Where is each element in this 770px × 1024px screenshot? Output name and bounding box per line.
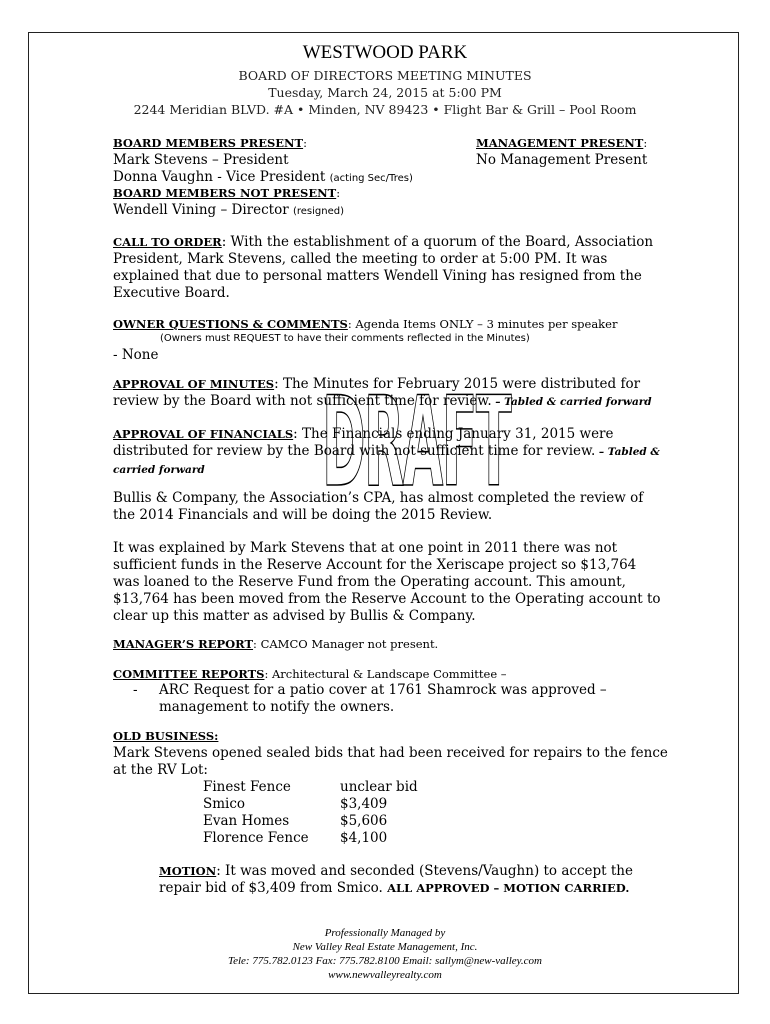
bid-amount: unclear bid — [340, 779, 418, 795]
bid-vendor: Florence Fence — [203, 830, 309, 846]
committee-reports: COMMITTEE REPORTS: Architectural & Landscape Committee – — [113, 667, 507, 681]
cpa-paragraph: Bullis & Company, the Association’s CPA, has almost completed the review of the 2014 Financials and will be doing the 2015 Review. — [113, 490, 644, 523]
bid-amount: $5,606 — [340, 813, 388, 829]
approval-of-minutes: APPROVAL OF MINUTES: The Minutes for February 2015 were distributed for review by the Board with not sufficient time for review. – Tabled & carried forward — [113, 376, 652, 409]
document-subtitle: BOARD OF DIRECTORS MEETING MINUTES — [238, 68, 532, 83]
board-member-president: Mark Stevens – President — [113, 152, 289, 168]
bid-vendor: Smico — [203, 796, 246, 812]
bid-amount: $4,100 — [340, 830, 388, 846]
owner-questions: OWNER QUESTIONS & COMMENTS: Agenda Items ONLY – 3 minutes per speaker — [113, 317, 618, 331]
board-member-vice-president: Donna Vaughn - Vice President (acting Sec/Tres) — [113, 169, 413, 185]
reserve-paragraph: It was explained by Mark Stevens that at one point in 2011 there was not sufficient funds in the Reserve Account for the Xeriscape project so $13,764 was loaned to the Reserve Fund from the Operating account. This amount, $13,764 has been moved from the Reserve Account to the Operating account to clear up this matter as advised by Bullis & Company. — [113, 540, 661, 624]
old-business-heading: OLD BUSINESS: — [113, 729, 219, 743]
owner-questions-note: (Owners must REQUEST to have their comments reflected in the Minutes) — [160, 333, 530, 344]
bid-vendor: Finest Fence — [203, 779, 291, 795]
owner-questions-item: - None — [113, 347, 159, 363]
managers-report: MANAGER’S REPORT: CAMCO Manager not present. — [113, 637, 439, 651]
page-title: WESTWOOD PARK — [302, 42, 468, 63]
management-present-heading: MANAGEMENT PRESENT: — [476, 136, 648, 150]
bid-amount: $3,409 — [340, 796, 388, 812]
board-member-director: Wendell Vining – Director (resigned) — [113, 202, 345, 218]
meeting-address: 2244 Meridian BLVD. #A • Minden, NV 89423 • Flight Bar & Grill – Pool Room — [133, 102, 637, 117]
old-business-intro: Mark Stevens opened sealed bids that had been received for repairs to the fence at the RV Lot: — [113, 745, 668, 778]
board-present-heading: BOARD MEMBERS PRESENT: — [113, 136, 307, 150]
approval-of-financials: APPROVAL OF FINANCIALS: The Financials ending January 31, 2015 were distributed for review by the Board with not sufficient time for review. – Tabled & carried forward — [113, 426, 660, 476]
committee-item: ARC Request for a patio cover at 1761 Shamrock was approved – management to notify the owners. — [159, 682, 607, 715]
management-present-value: No Management Present — [476, 152, 648, 168]
draft-watermark-text: DRAFT — [322, 377, 512, 495]
committee-bullet: - — [133, 682, 138, 698]
call-to-order: CALL TO ORDER: With the establishment of a quorum of the Board, Association President, Mark Stevens, called the meeting to order at 5:00 PM. It was explained that due to personal matters Wendell Vining has resigned from the Executive Board. — [113, 234, 654, 301]
draft-watermark — [322, 377, 512, 495]
board-not-present-heading: BOARD MEMBERS NOT PRESENT: — [113, 186, 341, 200]
footer: Professionally Managed by New Valley Real Estate Management, Inc. Tele: 775.782.0123 Fax: 775.782.8100 Email: sallym@new-valley.com www.newvalleyrealty.com — [228, 927, 542, 981]
motion: MOTION: It was moved and seconded (Stevens/Vaughn) to accept the repair bid of $3,409 from Smico. ALL APPROVED – MOTION CARRIED. — [159, 863, 633, 896]
meeting-date: Tuesday, March 24, 2015 at 5:00 PM — [268, 85, 502, 100]
bid-vendor: Evan Homes — [203, 813, 290, 829]
